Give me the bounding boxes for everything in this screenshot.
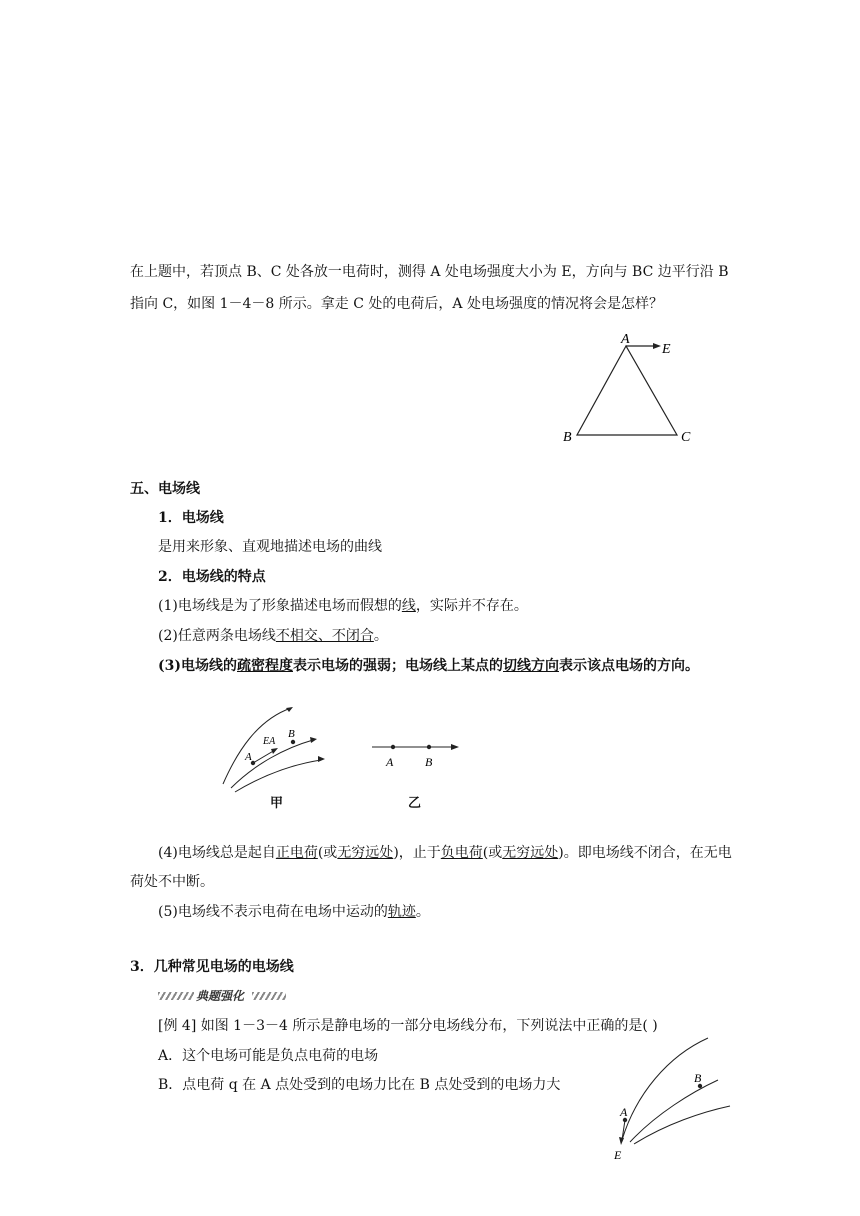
point-2: (2)任意两条电场线不相交、不闭合。 bbox=[158, 628, 388, 644]
point-3: (3)电场线的疏密程度表示电场的强弱；电场线上某点的切线方向表示该点电场的方向。 bbox=[158, 658, 699, 674]
option-a: A．这个电场可能是负点电荷的电场 bbox=[158, 1048, 379, 1064]
subheading-1: 1．电场线 bbox=[158, 510, 224, 526]
banner bbox=[158, 989, 288, 1003]
point-4-cont: 荷处不中断。 bbox=[130, 874, 214, 890]
label-b: B bbox=[425, 755, 433, 769]
label-b: B bbox=[563, 430, 572, 445]
label-b: B bbox=[694, 1071, 702, 1085]
field-arrow-head bbox=[653, 343, 661, 349]
example-4: [例 4] 如图 1－3－4 所示是静电场的一部分电场线分布，下列说法中正确的是( ) bbox=[158, 1018, 658, 1034]
option-b: B．点电荷 q 在 A 点处受到的电场力比在 B 点处受到的电场力大 bbox=[158, 1077, 561, 1093]
banner-text: 典题强化 bbox=[196, 989, 245, 1003]
label-e: E bbox=[662, 342, 671, 357]
label-a: A bbox=[620, 1105, 628, 1119]
caption-yi: 乙 bbox=[408, 796, 422, 811]
point-b-dot bbox=[427, 745, 431, 749]
point-4: (4)电场线总是起自正电荷(或无穷远处)，止于负电荷(或无穷远处)。即电场线不闭合，在无电 bbox=[158, 845, 732, 861]
label-e: E bbox=[614, 1148, 622, 1162]
section3-heading: 3．几种常见电场的电场线 bbox=[130, 959, 294, 975]
caption-jia: 甲 bbox=[270, 796, 284, 811]
subheading-2: 2．电场线的特点 bbox=[158, 569, 266, 585]
point-5: (5)电场线不表示电荷在电场中运动的轨迹。 bbox=[158, 904, 430, 920]
question-line-1: 在上题中，若顶点 B、C 处各放一电荷时，测得 A 处电场强度大小为 E，方向与 BC 边平行沿 B bbox=[130, 264, 729, 280]
example-figure bbox=[600, 1032, 740, 1166]
question-line-2: 指向 C，如图 1－4－8 所示。拿走 C 处的电荷后，A 处电场强度的情况将会是怎样？ bbox=[130, 296, 663, 312]
sub1-text: 是用来形象、直观地描述电场的曲线 bbox=[158, 539, 382, 555]
label-c: C bbox=[681, 430, 691, 445]
point-1: (1)电场线是为了形象描述电场而假想的线，实际并不存在。 bbox=[158, 598, 528, 614]
point-a-dot bbox=[391, 745, 395, 749]
label-a: A bbox=[621, 332, 630, 347]
section-heading: 五、电场线 bbox=[130, 481, 200, 497]
label-b: B bbox=[288, 728, 295, 740]
label-ea: EA bbox=[263, 736, 276, 747]
label-a: A bbox=[245, 751, 252, 763]
figure-yi bbox=[368, 736, 463, 772]
point-b-dot bbox=[291, 740, 295, 744]
triangle-figure bbox=[555, 328, 705, 450]
label-a: A bbox=[386, 755, 394, 769]
